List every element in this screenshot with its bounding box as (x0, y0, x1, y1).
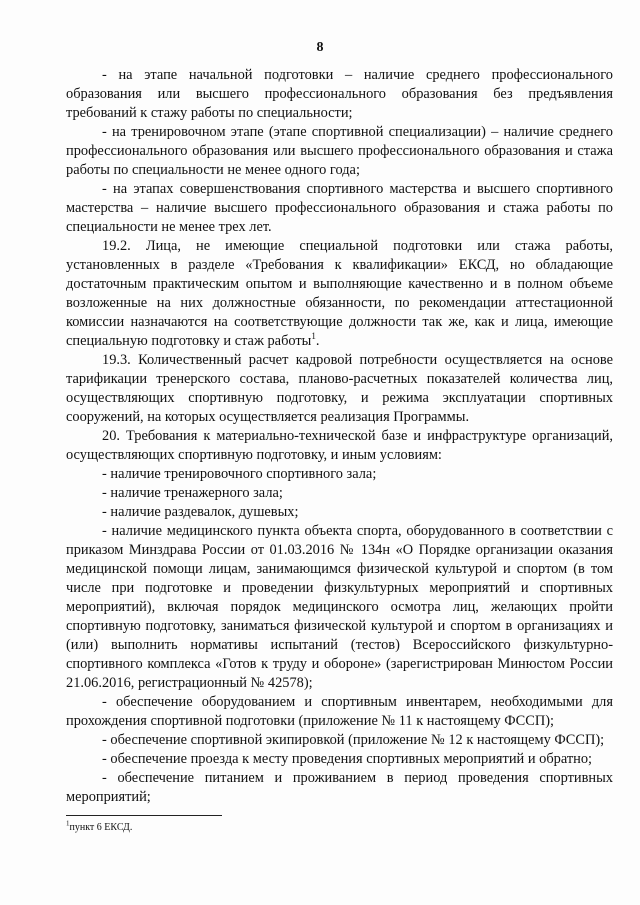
paragraph-initial-stage: - на этапе начальной подготовки – наличие среднего профессионального образования или высшего профессионального образования без предъявления требований к стажу работы по специальности; (66, 67, 613, 121)
list-item-medical-point: - наличие медицинского пункта объекта спорта, оборудованного в соответствии с приказом Минздрава России от 01.03.2016 № 134н «О Порядке организации оказания медицинской помощи лицам, занимающимся физической культурой и спортом (в том числе при подготовке и проведении физкультурных мероприятий и спортивных мероприятий), включая порядок медицинского осмотра лиц, желающих пройти спортивную подготовку, заниматься физической культурой и спортом в организациях и (или) выполнить нормативы испытаний (тестов) Всероссийского физкультурно-спортивного комплекса «Готов к труду и обороне» (зарегистрирован Минюстом России 21.06.2016, регистрационный № 42578); (66, 523, 613, 691)
list-item-outfit: - обеспечение спортивной экипировкой (приложение № 12 к настоящему ФССП); (102, 732, 605, 748)
footnote-reference: 1 (311, 331, 316, 342)
list-item-food-lodging: - обеспечение питанием и проживанием в период проведения спортивных мероприятий; (66, 770, 613, 805)
list-item-gym: - наличие тренажерного зала; (102, 485, 283, 501)
list-item-locker-rooms: - наличие раздевалок, душевых; (102, 504, 299, 520)
footnote-text: пункт 6 ЕКСД. (69, 822, 133, 833)
footnote (66, 819, 133, 834)
paragraph-19-2-end: . (315, 333, 320, 349)
footnote-divider (66, 815, 222, 816)
paragraph-19-2 (66, 237, 613, 351)
paragraph-19-2-text: 19.2. Лица, не имеющие специальной подготовки или стажа работы, установленных в разделе «Требования к квалификации» ЕКСД, но обладающие достаточным практическим опытом и выполняющие качественно и в полном объеме возложенные на них должностные обязанности, по рекомендации аттестационной комиссии назначаются на соответствующие должности так же, как и лица, имеющие специальную подготовку и стаж работы (66, 238, 613, 349)
document-body (66, 66, 613, 807)
paragraph-training-stage: - на тренировочном этапе (этапе спортивной специализации) – наличие среднего профессионального образования или высшего профессионального образования и стажа работы по специальности не менее одного года; (66, 124, 613, 178)
page-number: 8 (316, 40, 324, 55)
list-item-equipment: - обеспечение оборудованием и спортивным инвентарем, необходимыми для прохождения спортивной подготовки (приложение № 11 к настоящему ФССП); (66, 694, 613, 729)
paragraph-20: 20. Требования к материально-технической базе и инфраструктуре организаций, осуществляющих спортивную подготовку, и иным условиям: (66, 428, 613, 463)
list-item-training-hall: - наличие тренировочного спортивного зала; (102, 466, 377, 482)
footnote-mark: 1 (66, 819, 70, 828)
paragraph-19-3: 19.3. Количественный расчет кадровой потребности осуществляется на основе тарификации тренерского состава, планово-расчетных показателей количества лиц, осуществляющих спортивную подготовку, и режима эксплуатации спортивных сооружений, на которых осуществляется реализация Программы. (66, 352, 613, 425)
paragraph-mastery-stage: - на этапах совершенствования спортивного мастерства и высшего спортивного мастерства – наличие высшего профессионального образования и стажа работы по специальности не менее трех лет. (66, 181, 613, 235)
list-item-travel: - обеспечение проезда к месту проведения спортивных мероприятий и обратно; (102, 751, 593, 767)
